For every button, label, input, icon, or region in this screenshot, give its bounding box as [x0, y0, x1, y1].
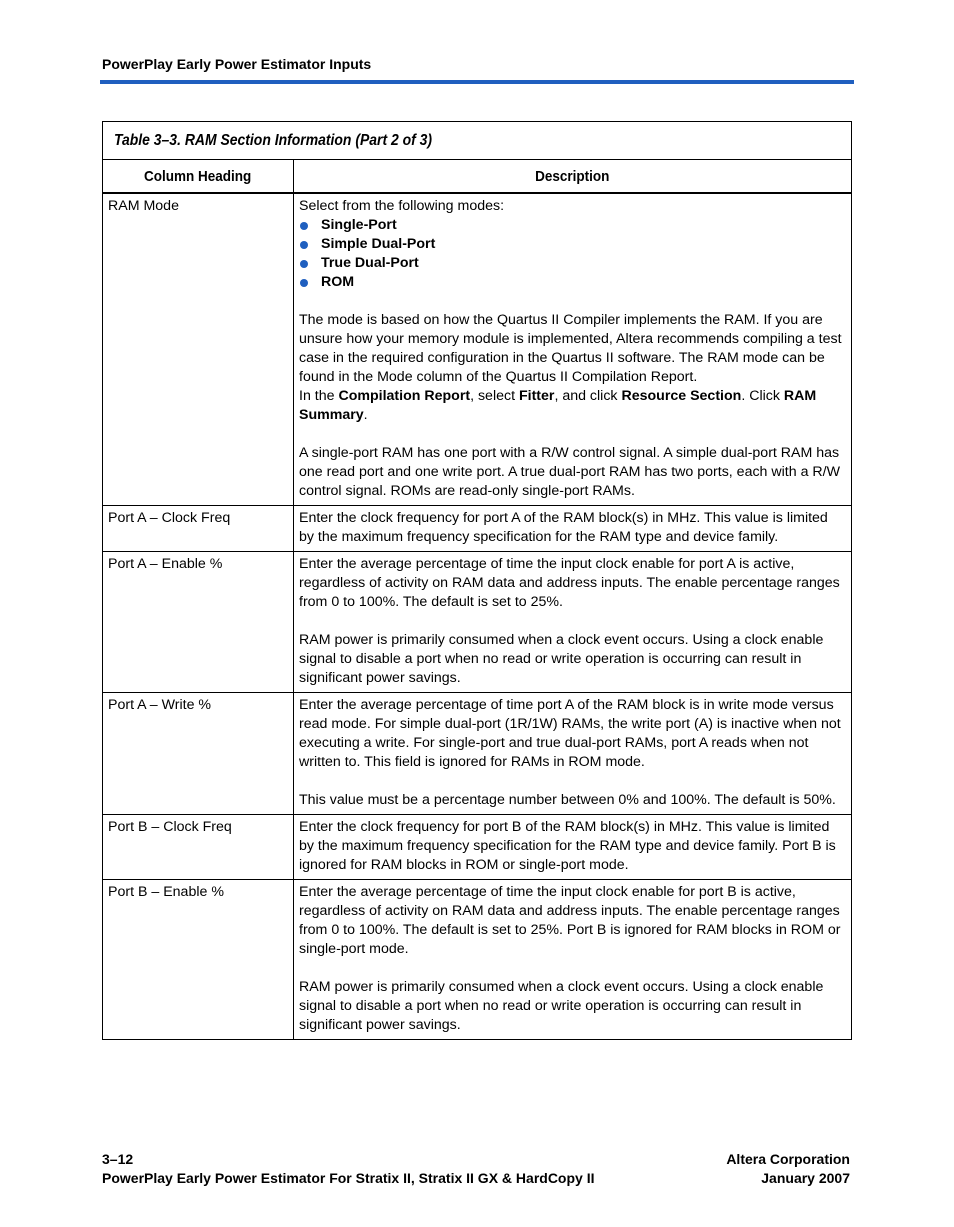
mode-list — [299, 216, 846, 292]
row-heading: RAM Mode — [103, 194, 294, 505]
row-description — [294, 693, 850, 814]
description-paragraph: Enter the average percentage of time the input clock enable for port B is active, regardless of activity on RAM data and address inputs. The enable percentage ranges from 0 to 100%. The default is set to 25%. Port B is ignored for RAM blocks in ROM or single-port mode. — [299, 884, 841, 957]
row-description — [294, 194, 850, 505]
column-heading-header: Column Heading — [103, 160, 294, 192]
table-header-row — [103, 160, 851, 194]
description-header: Description — [534, 167, 610, 185]
table-row — [103, 880, 851, 1039]
description-paragraph: Select from the following modes: — [299, 198, 505, 214]
table-row — [103, 693, 851, 815]
description-paragraph: This value must be a percentage number between 0% and 100%. The default is 50%. — [299, 792, 836, 808]
row-heading: Port A – Write % — [103, 693, 294, 814]
description-paragraph: The mode is based on how the Quartus II Compiler implements the RAM. If you are unsure how your memory module is implemented, Altera recommends compiling a test case in the required configuration in the Quartus II software. The RAM mode can be found in the Mode column of the Quartus II Compilation Report. — [299, 312, 842, 385]
row-description — [294, 506, 850, 551]
document-title: PowerPlay Early Power Estimator For Stratix II, Stratix II GX & HardCopy II — [102, 1170, 595, 1186]
row-description — [294, 815, 850, 879]
row-description — [294, 552, 850, 692]
row-heading: Port A – Clock Freq — [103, 506, 294, 551]
header-rule — [100, 80, 854, 84]
list-item: ROM — [299, 273, 846, 292]
bullet-icon — [300, 279, 308, 287]
description-paragraph: Enter the average percentage of time port A of the RAM block is in write mode versus read mode. For simple dual-port (1R/1W) RAMs, the write port (A) is inactive when not executing a write. For single-port and true dual-port RAMs, port A reads when not written to. This field is ignored for RAMs in ROM mode. — [299, 697, 841, 770]
description-paragraph: RAM power is primarily consumed when a clock event occurs. Using a clock enable signal to disable a port when no read or write operation is occurring can result in significant power savings. — [299, 979, 824, 1033]
footer-right — [726, 1150, 850, 1188]
list-item: True Dual-Port — [299, 254, 846, 273]
bullet-icon — [300, 260, 308, 268]
description-paragraph: Enter the clock frequency for port B of the RAM block(s) in MHz. This value is limited by the maximum frequency specification for the RAM type and device family. Port B is ignored for RAM blocks in ROM or single-port mode. — [299, 819, 836, 873]
row-heading: Port A – Enable % — [103, 552, 294, 692]
description-paragraph: RAM power is primarily consumed when a clock event occurs. Using a clock enable signal to disable a port when no read or write operation is occurring can result in significant power savings. — [299, 632, 824, 686]
table-row — [103, 194, 851, 506]
row-description — [294, 880, 850, 1039]
row-heading: Port B – Clock Freq — [103, 815, 294, 879]
footer-left — [102, 1150, 594, 1188]
table-row — [103, 552, 851, 693]
table-caption: Table 3–3. RAM Section Information (Part 2 of 3) — [103, 122, 851, 160]
bullet-icon — [300, 241, 308, 249]
bullet-icon — [300, 222, 308, 230]
ram-section-table — [102, 121, 852, 1040]
description-paragraph: Enter the clock frequency for port A of the RAM block(s) in MHz. This value is limited by the maximum frequency specification for the RAM type and device family. — [299, 510, 828, 545]
company-name: Altera Corporation — [726, 1151, 850, 1167]
description-paragraph: In the Compilation Report, select Fitter, and click Resource Section. Click RAM Summary. — [299, 388, 817, 423]
list-item: Simple Dual-Port — [299, 235, 846, 254]
description-paragraph: Enter the average percentage of time the input clock enable for port A is active, regardless of activity on RAM data and address inputs. The enable percentage ranges from 0 to 100%. The default is set to 25%. — [299, 556, 840, 610]
description-paragraph: A single-port RAM has one port with a R/W control signal. A simple dual-port RAM has one read port and one write port. A true dual-port RAM has two ports, each with a R/W control signal. ROMs are read-only single-port RAMs. — [299, 445, 840, 499]
table-row — [103, 506, 851, 552]
page-number: 3–12 — [102, 1151, 134, 1167]
running-header: PowerPlay Early Power Estimator Inputs — [102, 56, 372, 72]
row-heading: Port B – Enable % — [103, 880, 294, 1039]
publication-date: January 2007 — [761, 1170, 850, 1186]
table-row — [103, 815, 851, 880]
list-item: Single-Port — [299, 216, 846, 235]
